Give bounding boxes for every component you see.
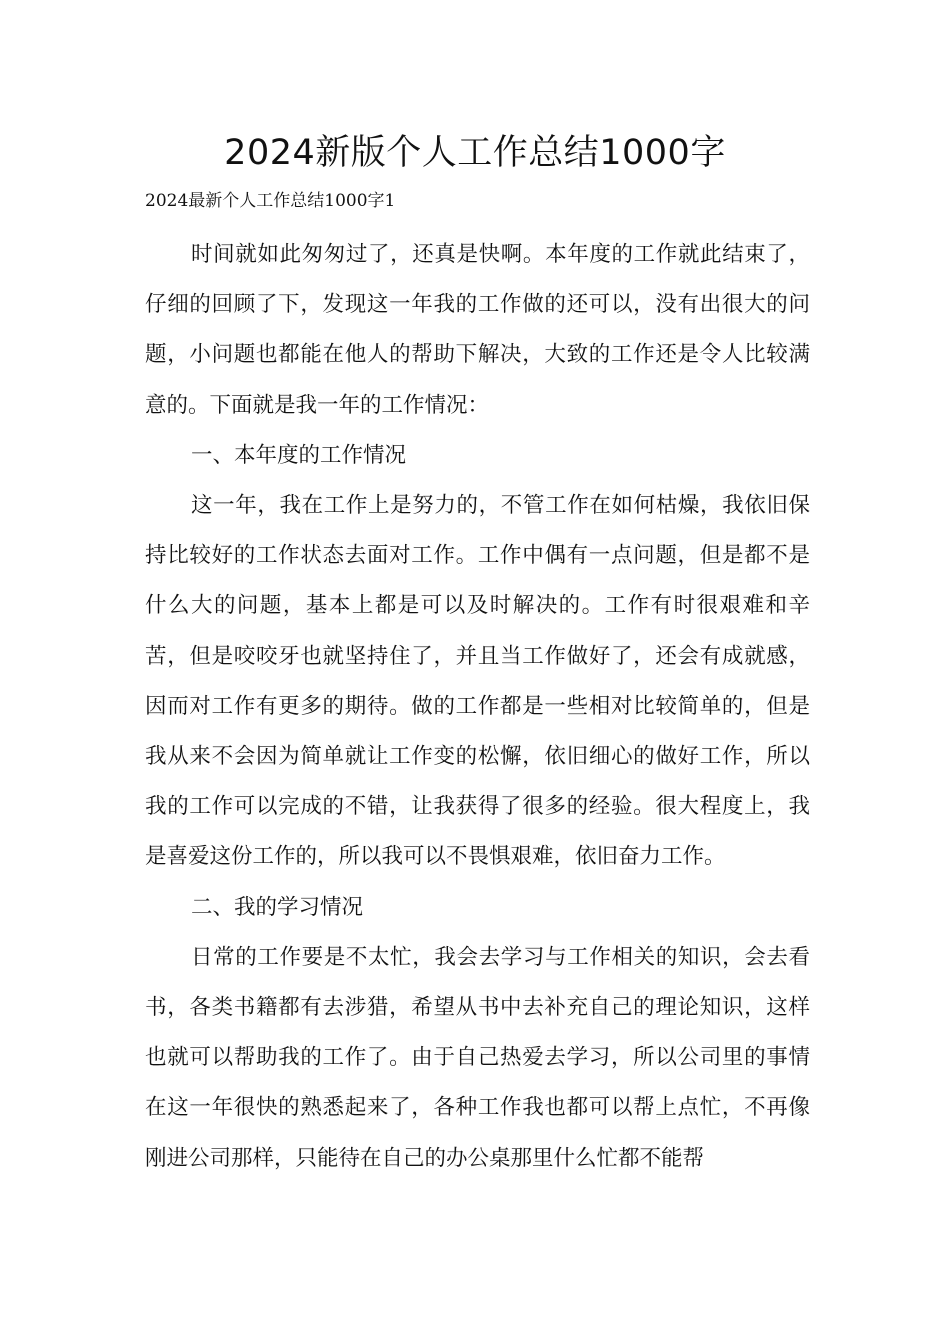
section-heading-work: 一、本年度的工作情况 — [191, 442, 407, 468]
section-heading-study: 二、我的学习情况 — [191, 894, 364, 920]
paragraph-study: 日常的工作要是不太忙，我会去学习与工作相关的知识，会去看书，各类书籍都有去涉猎，希望从书中去补充自己的理论知识，这样也就可以帮助我的工作了。由于自己热爱去学习，所以公司里的事情在这一年很快的熟悉起来了，各种工作我也都可以帮上点忙，不再像刚进公司那样，只能待在自己的办公桌那里什么忙都不能帮 — [145, 944, 810, 1171]
document-body — [145, 230, 810, 1184]
document-subtitle: 2024最新个人工作总结1000字1 — [145, 191, 396, 211]
document-title: 2024新版个人工作总结1000字 — [224, 133, 726, 173]
paragraph-work: 这一年，我在工作上是努力的，不管工作在如何枯燥，我依旧保持比较好的工作状态去面对工作。工作中偶有一点问题，但是都不是什么大的问题，基本上都是可以及时解决的。工作有时很艰难和辛苦，但是咬咬牙也就坚持住了，并且当工作做好了，还会有成就感，因而对工作有更多的期待。做的工作都是一些相对比较简单的，但是我从来不会因为简单就让工作变的松懈，依旧细心的做好工作，所以我的工作可以完成的不错，让我获得了很多的经验。很大程度上，我是喜爱这份工作的，所以我可以不畏惧艰难，依旧奋力工作。 — [145, 493, 810, 870]
paragraph-intro: 时间就如此匆匆过了，还真是快啊。本年度的工作就此结束了，仔细的回顾了下，发现这一年我的工作做的还可以，没有出很大的问题，小问题也都能在他人的帮助下解决，大致的工作还是令人比较满意的。下面就是我一年的工作情况： — [145, 242, 810, 418]
